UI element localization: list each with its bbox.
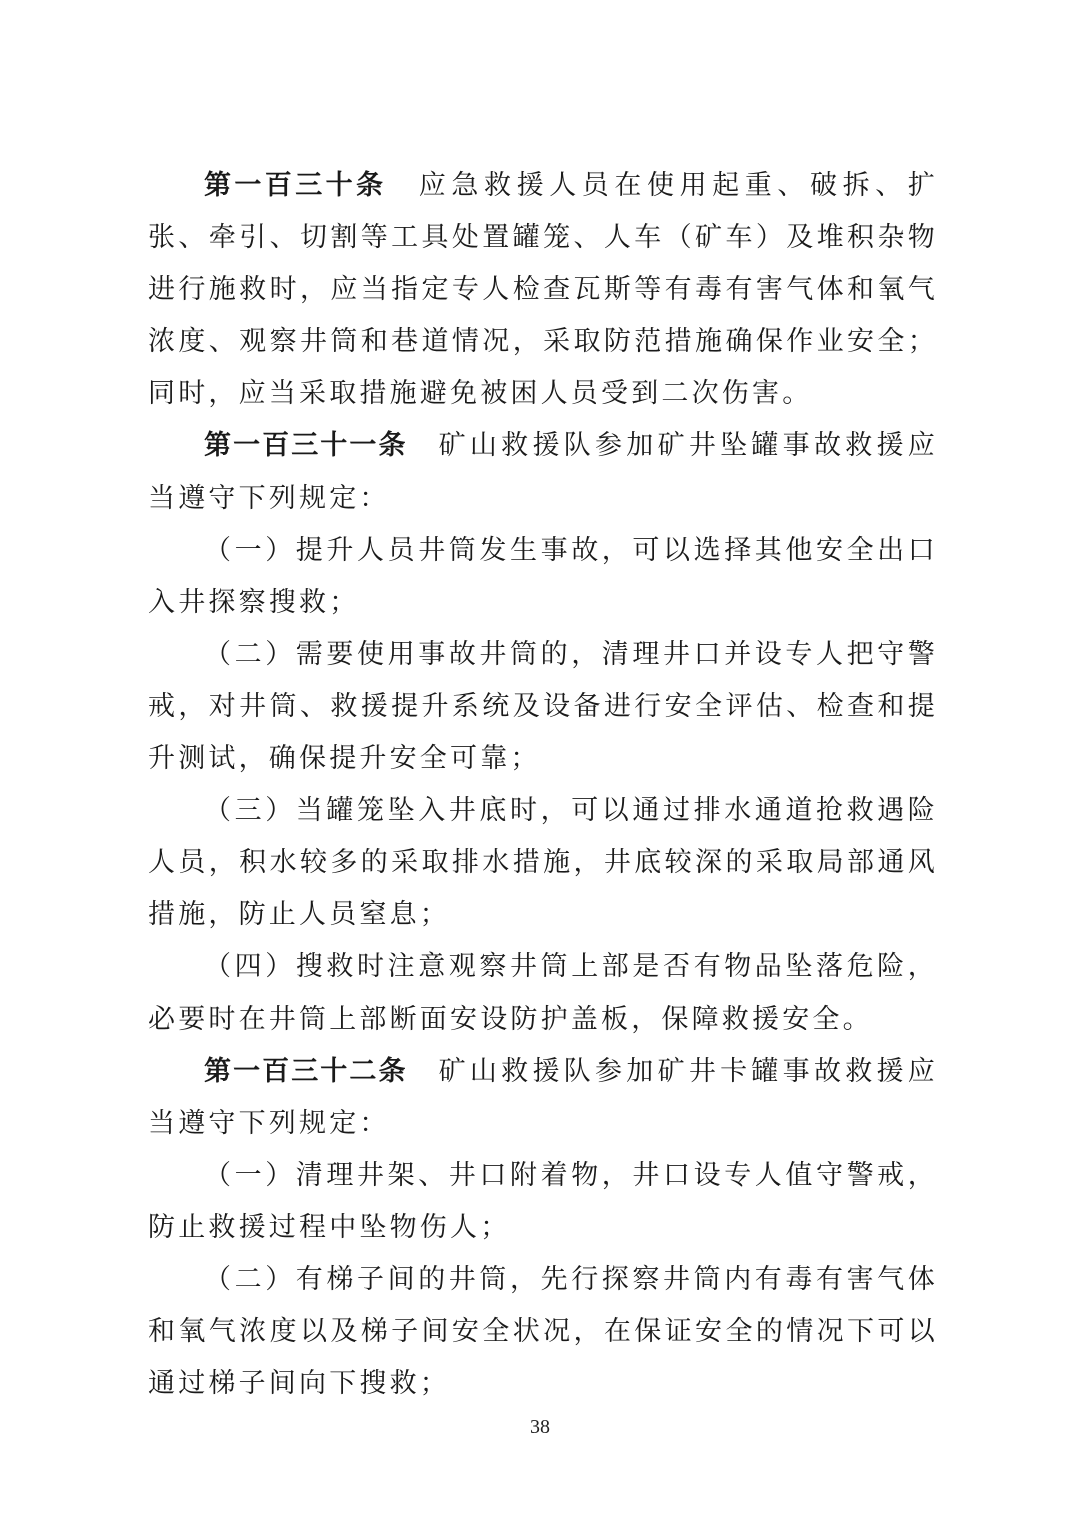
article-132-item-2: （二）有梯子间的井筒，先行探察井筒内有毒有害气体和氧气浓度以及梯子间安全状况，在保证安全的情况下可以通过梯子间向下搜救； (148, 1263, 938, 1400)
article-131 (148, 420, 938, 524)
article-text: 矿山救援队参加矿井卡罐事故救援应当遵守下列规定： (148, 1055, 938, 1139)
article-number: 第一百三十二条 (204, 1055, 408, 1087)
article-130 (148, 160, 938, 420)
article-number: 第一百三十一条 (204, 430, 408, 462)
page-body (148, 160, 938, 1410)
article-131-item-3: （三）当罐笼坠入井底时，可以通过排水通道抢救遇险人员，积水较多的采取排水措施，井底较深的采取局部通风措施，防止人员窒息； (148, 795, 938, 931)
article-132 (148, 1046, 938, 1150)
article-132-item-1: （一）清理井架、井口附着物，井口设专人值守警戒，防止救援过程中坠物伤人； (148, 1159, 938, 1243)
article-text: 应急救援人员在使用起重、破拆、扩张、牵引、切割等工具处置罐笼、人车（矿车）及堆积杂物进行施救时，应当指定专人检查瓦斯等有毒有害气体和氧气浓度、观察井筒和巷道情况，采取防范措施确保作业安全；同时，应当采取措施避免被困人员受到二次伤害。 (148, 170, 939, 410)
page-number: 38 (530, 1416, 550, 1438)
article-number: 第一百三十条 (204, 170, 387, 201)
article-131-item-2: （二）需要使用事故井筒的，清理井口并设专人把守警戒，对井筒、救援提升系统及设备进行安全评估、检查和提升测试，确保提升安全可靠； (148, 638, 938, 775)
article-text: 矿山救援队参加矿井坠罐事故救援应当遵守下列规定： (148, 430, 938, 514)
article-131-item-4: （四）搜救时注意观察井筒上部是否有物品坠落危险，必要时在井筒上部断面安设防护盖板，保障救援安全。 (148, 951, 938, 1035)
article-131-item-1: （一）提升人员井筒发生事故，可以选择其他安全出口入井探察搜救； (148, 534, 938, 618)
